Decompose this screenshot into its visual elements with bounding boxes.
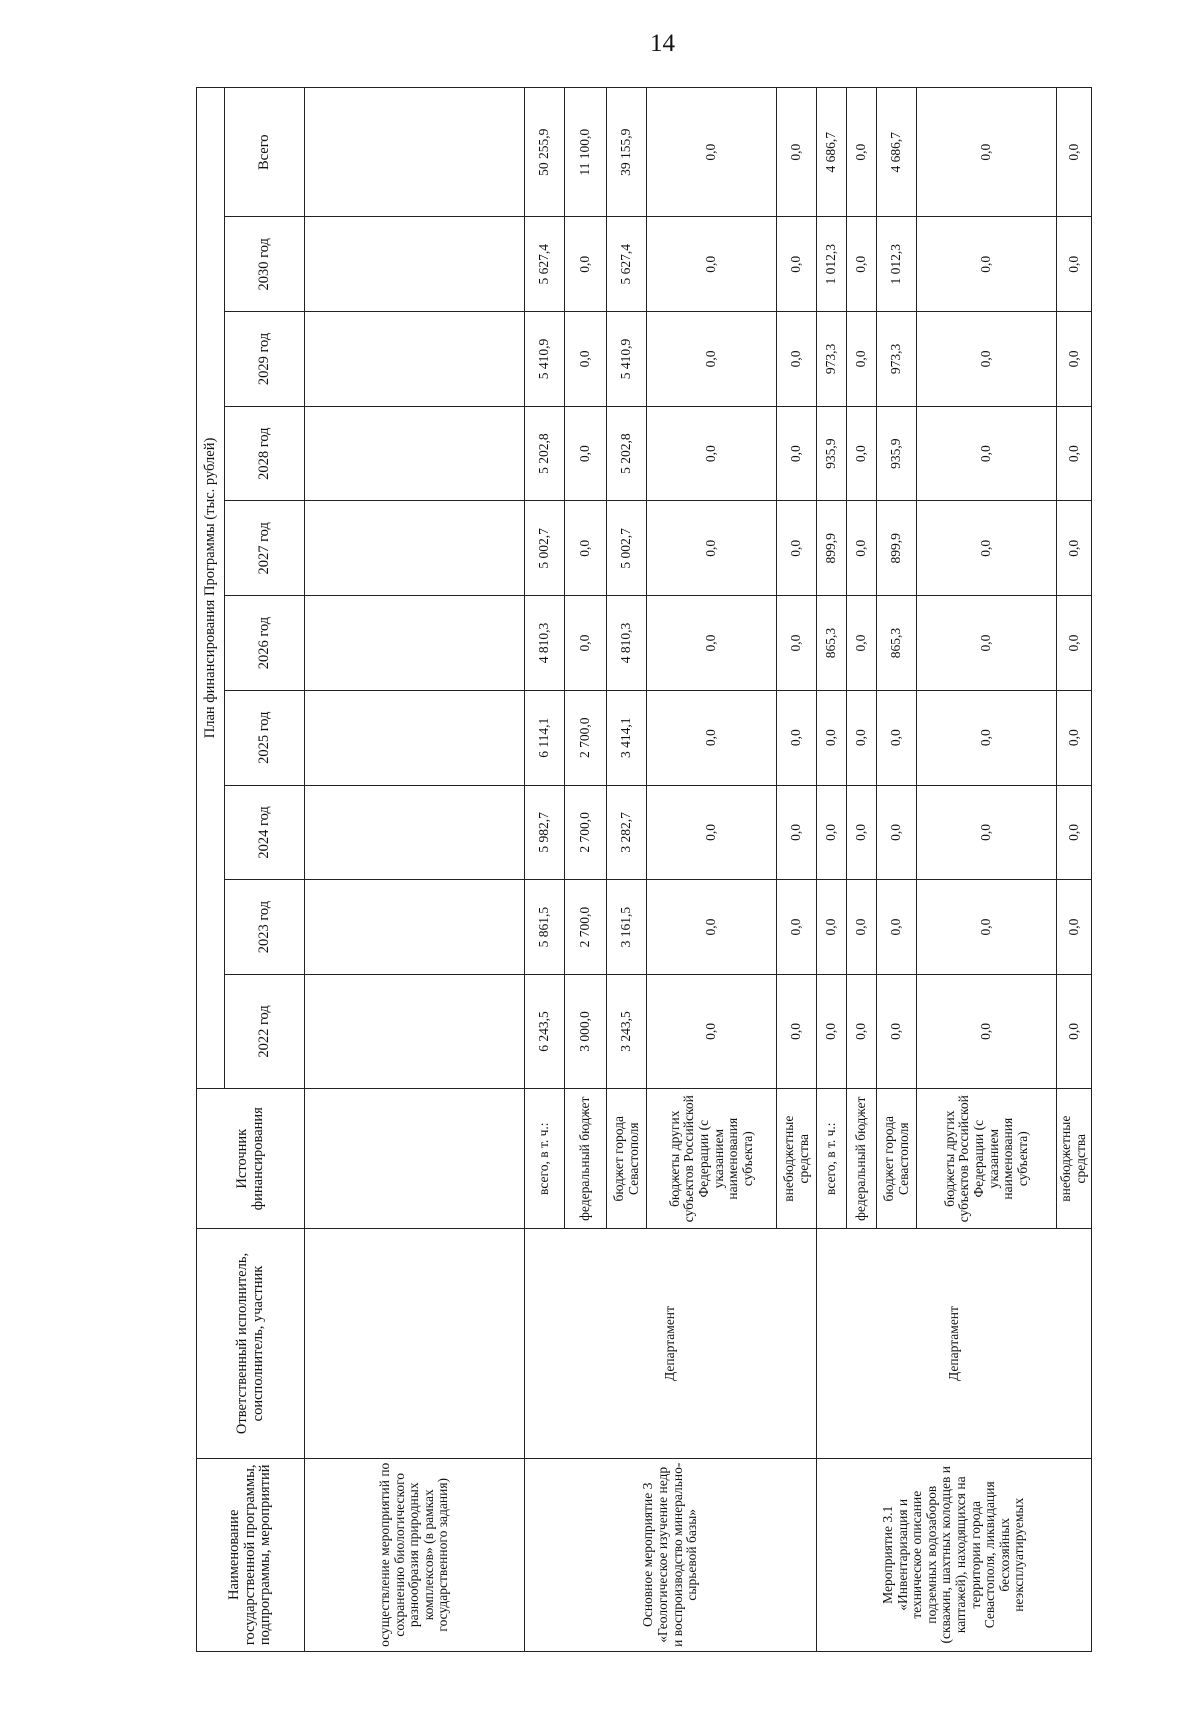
year-value-cell: 0,0 <box>565 217 607 312</box>
year-value-cell: 0,0 <box>847 974 877 1088</box>
year-value-cell: 3 414,1 <box>607 690 647 785</box>
year-value-cell: 5 627,4 <box>525 217 565 312</box>
year-value-cell: 0,0 <box>777 785 817 880</box>
year-value-cell: 0,0 <box>877 880 917 975</box>
funding-source: внебюджетные средства <box>1057 1088 1092 1229</box>
year-value-cell: 0,0 <box>777 501 817 596</box>
year-value-cell: 0,0 <box>647 596 777 691</box>
empty-cell <box>305 974 525 1088</box>
year-value-cell: 5 982,7 <box>525 785 565 880</box>
empty-cell <box>305 88 525 217</box>
year-value-cell: 973,3 <box>817 312 847 407</box>
total-value-cell: 4 686,7 <box>817 88 847 217</box>
funding-source: всего, в т. ч.: <box>525 1088 565 1229</box>
header-year: 2022 год <box>225 974 305 1088</box>
total-value-cell: 0,0 <box>647 88 777 217</box>
page-number: 14 <box>650 30 675 57</box>
year-value-cell: 0,0 <box>777 974 817 1088</box>
year-value-cell: 5 410,9 <box>607 312 647 407</box>
total-value-cell: 0,0 <box>917 88 1057 217</box>
empty-cell <box>305 880 525 975</box>
year-value-cell: 0,0 <box>777 406 817 501</box>
year-value-cell: 6 243,5 <box>525 974 565 1088</box>
year-value-cell: 2 700,0 <box>565 785 607 880</box>
year-value-cell: 0,0 <box>917 312 1057 407</box>
intro-continuation-text: осуществление мероприятий по сохранению биологического разнообразия природных комплексов» (в рамках государственного задания) <box>305 1458 525 1651</box>
header-total: Всего <box>225 88 305 217</box>
year-value-cell: 0,0 <box>917 217 1057 312</box>
year-value-cell: 0,0 <box>847 690 877 785</box>
year-value-cell: 0,0 <box>877 974 917 1088</box>
year-value-cell: 0,0 <box>847 880 877 975</box>
funding-source: бюджет города Севастополя <box>607 1088 647 1229</box>
year-value-cell: 0,0 <box>917 785 1057 880</box>
empty-cell <box>305 217 525 312</box>
year-value-cell: 0,0 <box>777 312 817 407</box>
funding-source: бюджеты других субъектов Российской Федерации (с указанием наименования субъекта) <box>917 1088 1057 1229</box>
year-value-cell: 0,0 <box>1057 596 1092 691</box>
year-value-cell: 973,3 <box>877 312 917 407</box>
empty-cell <box>305 406 525 501</box>
year-value-cell: 0,0 <box>1057 217 1092 312</box>
empty-cell <box>305 501 525 596</box>
empty-cell <box>305 596 525 691</box>
year-value-cell: 0,0 <box>1057 690 1092 785</box>
header-year: 2024 год <box>225 785 305 880</box>
year-value-cell: 0,0 <box>647 406 777 501</box>
year-value-cell: 0,0 <box>647 501 777 596</box>
year-value-cell: 0,0 <box>847 501 877 596</box>
year-value-cell: 5 002,7 <box>525 501 565 596</box>
year-value-cell: 0,0 <box>777 217 817 312</box>
funding-source: всего, в т. ч.: <box>817 1088 847 1229</box>
year-value-cell: 0,0 <box>565 312 607 407</box>
header-year: 2027 год <box>225 501 305 596</box>
funding-source: федеральный бюджет <box>565 1088 607 1229</box>
year-value-cell: 0,0 <box>847 406 877 501</box>
year-value-cell: 0,0 <box>877 690 917 785</box>
year-value-cell: 0,0 <box>777 880 817 975</box>
year-value-cell: 0,0 <box>647 217 777 312</box>
year-value-cell: 3 282,7 <box>607 785 647 880</box>
year-value-cell: 0,0 <box>847 785 877 880</box>
year-value-cell: 0,0 <box>565 406 607 501</box>
responsible-executor: Департамент <box>817 1229 1092 1458</box>
total-value-cell: 39 155,9 <box>607 88 647 217</box>
year-value-cell: 0,0 <box>1057 785 1092 880</box>
year-value-cell: 0,0 <box>917 501 1057 596</box>
year-value-cell: 0,0 <box>847 596 877 691</box>
year-value-cell: 1 012,3 <box>877 217 917 312</box>
year-value-cell: 5 627,4 <box>607 217 647 312</box>
year-value-cell: 0,0 <box>817 880 847 975</box>
total-value-cell: 0,0 <box>847 88 877 217</box>
empty-cell <box>305 312 525 407</box>
year-value-cell: 0,0 <box>917 406 1057 501</box>
year-value-cell: 5 202,8 <box>525 406 565 501</box>
year-value-cell: 0,0 <box>917 974 1057 1088</box>
activity-name: Мероприятие 3.1 «Инвентаризация и техническое описание подземных водозаборов (скважин, шахтных колодцев и каптажей), находящихся на территории города Севастополя, ликвидация бесхозяйных неэксплуатируемых <box>817 1458 1092 1651</box>
year-value-cell: 0,0 <box>917 596 1057 691</box>
empty-cell <box>305 1229 525 1458</box>
total-value-cell: 0,0 <box>1057 88 1092 217</box>
year-value-cell: 0,0 <box>1057 880 1092 975</box>
header-year: 2026 год <box>225 596 305 691</box>
year-value-cell: 0,0 <box>1057 501 1092 596</box>
funding-source: внебюджетные средства <box>777 1088 817 1229</box>
year-value-cell: 865,3 <box>877 596 917 691</box>
funding-source: федеральный бюджет <box>847 1088 877 1229</box>
year-value-cell: 0,0 <box>647 785 777 880</box>
year-value-cell: 0,0 <box>777 596 817 691</box>
total-value-cell: 4 686,7 <box>877 88 917 217</box>
year-value-cell: 0,0 <box>1057 406 1092 501</box>
year-value-cell: 0,0 <box>777 690 817 785</box>
year-value-cell: 4 810,3 <box>607 596 647 691</box>
year-value-cell: 0,0 <box>917 880 1057 975</box>
empty-cell <box>305 785 525 880</box>
year-value-cell: 2 700,0 <box>565 880 607 975</box>
year-value-cell: 0,0 <box>817 974 847 1088</box>
total-value-cell: 0,0 <box>777 88 817 217</box>
year-value-cell: 0,0 <box>817 785 847 880</box>
header-plan-title: План финансирования Программы (тыс. рублей) <box>197 88 225 1089</box>
year-value-cell: 0,0 <box>877 785 917 880</box>
activity-name: Основное мероприятие 3 «Геологическое изучение недр и воспроизводство минерально-сырьевой базы» <box>525 1458 817 1651</box>
year-value-cell: 0,0 <box>647 880 777 975</box>
total-value-cell: 50 255,9 <box>525 88 565 217</box>
table-row <box>525 88 565 1652</box>
header-year: 2030 год <box>225 217 305 312</box>
year-value-cell: 0,0 <box>1057 974 1092 1088</box>
year-value-cell: 6 114,1 <box>525 690 565 785</box>
empty-cell <box>305 1088 525 1229</box>
total-value-cell: 11 100,0 <box>565 88 607 217</box>
year-value-cell: 899,9 <box>817 501 847 596</box>
year-value-cell: 5 002,7 <box>607 501 647 596</box>
year-value-cell: 1 012,3 <box>817 217 847 312</box>
year-value-cell: 5 202,8 <box>607 406 647 501</box>
year-value-cell: 865,3 <box>817 596 847 691</box>
header-year: 2023 год <box>225 880 305 975</box>
year-value-cell: 935,9 <box>817 406 847 501</box>
financing-table <box>196 87 1092 1652</box>
header-name: Наименование государственной программы, подпрограммы, мероприятий <box>197 1458 305 1651</box>
year-value-cell: 5 410,9 <box>525 312 565 407</box>
year-value-cell: 0,0 <box>847 312 877 407</box>
year-value-cell: 0,0 <box>647 974 777 1088</box>
year-value-cell: 3 000,0 <box>565 974 607 1088</box>
year-value-cell: 0,0 <box>1057 312 1092 407</box>
header-year: 2028 год <box>225 406 305 501</box>
year-value-cell: 3 161,5 <box>607 880 647 975</box>
year-value-cell: 5 861,5 <box>525 880 565 975</box>
year-value-cell: 4 810,3 <box>525 596 565 691</box>
year-value-cell: 0,0 <box>647 312 777 407</box>
funding-source: бюджет города Севастополя <box>877 1088 917 1229</box>
year-value-cell: 3 243,5 <box>607 974 647 1088</box>
year-value-cell: 0,0 <box>647 690 777 785</box>
table-row <box>817 88 847 1652</box>
responsible-executor: Департамент <box>525 1229 817 1458</box>
year-value-cell: 0,0 <box>817 690 847 785</box>
header-year: 2029 год <box>225 312 305 407</box>
year-value-cell: 0,0 <box>917 690 1057 785</box>
header-source: Источник финансирования <box>197 1088 305 1229</box>
year-value-cell: 0,0 <box>565 596 607 691</box>
header-year: 2025 год <box>225 690 305 785</box>
year-value-cell: 899,9 <box>877 501 917 596</box>
year-value-cell: 935,9 <box>877 406 917 501</box>
year-value-cell: 0,0 <box>565 501 607 596</box>
funding-source: бюджеты других субъектов Российской Федерации (с указанием наименования субъекта) <box>647 1088 777 1229</box>
empty-cell <box>305 690 525 785</box>
year-value-cell: 2 700,0 <box>565 690 607 785</box>
header-responsible: Ответственный исполнитель, соисполнитель, участник <box>197 1229 305 1458</box>
year-value-cell: 0,0 <box>847 217 877 312</box>
rotated-table-wrapper <box>196 87 1093 1652</box>
